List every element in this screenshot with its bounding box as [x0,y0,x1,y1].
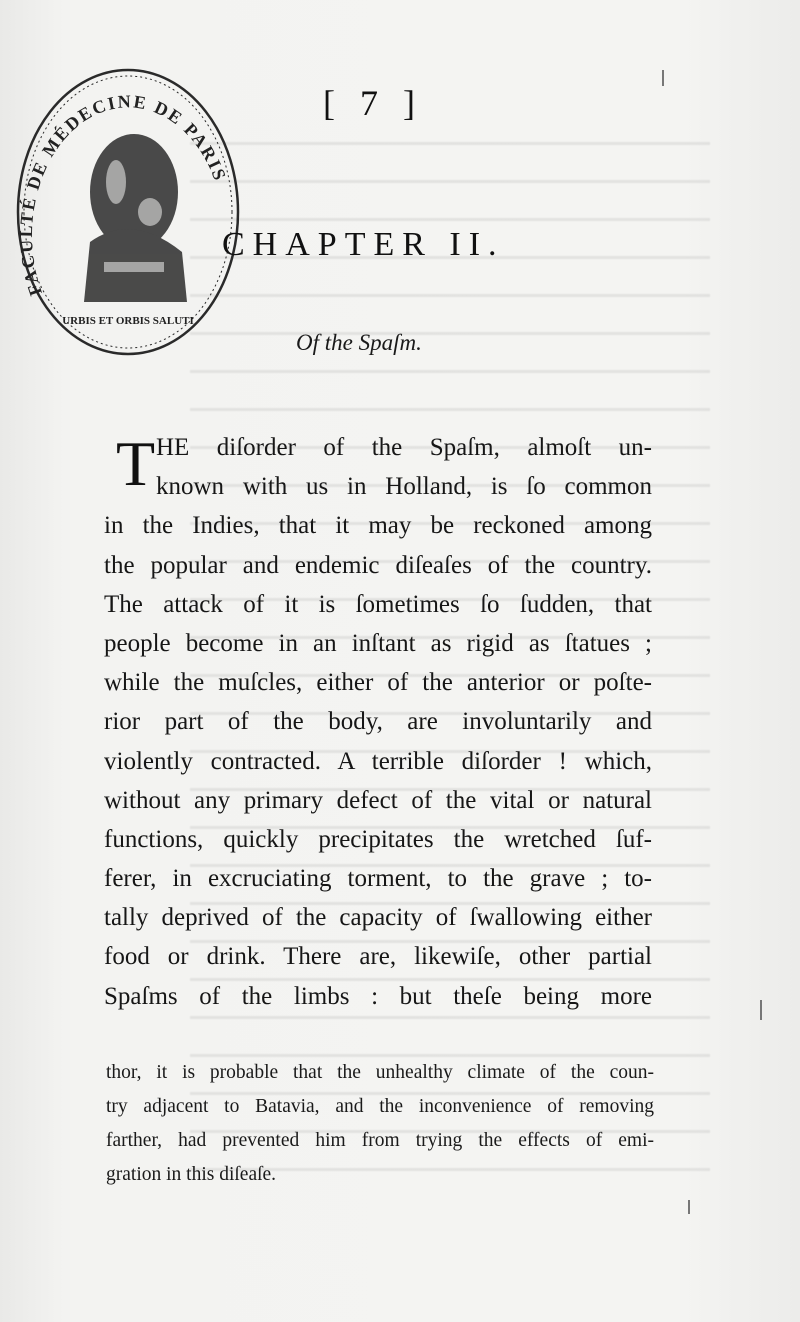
chapter-title: CHAPTER II. [222,226,505,263]
body-line: ferer, in excruciating torment, to the grave ; to- [104,865,652,893]
footnote-line: thor, it is probable that the unhealthy climate of the coun- [106,1062,654,1083]
body-line: rior part of the body, are involuntarily and [104,708,652,736]
page-edge-mark [688,1200,690,1214]
chapter-subtitle: Of the Spaſm. [296,330,422,355]
library-stamp [12,62,244,360]
body-line: known with us in Holland, is ſo common [156,473,652,501]
body-line: Spaſms of the limbs : but theſe being more [104,982,652,1010]
footnote-line: farther, had prevented him from trying the effects of emi- [106,1130,654,1151]
body-line: The attack of it is ſometimes ſo ſudden, that [104,590,652,618]
body-line: functions, quickly precipitates the wretched ſuf- [104,825,652,853]
body-line: people become in an inſtant as rigid as ſtatues ; [104,629,652,657]
body-line: food or drink. There are, likewiſe, other partial [104,943,652,971]
footnote [106,1056,654,1192]
stamp-seal-icon [12,62,244,360]
drop-cap: T [116,428,156,499]
page-edge-mark [760,1000,762,1020]
body-line: without any primary defect of the vital or natural [104,786,652,814]
footnote-line: try adjacent to Batavia, and the inconvenience of removing [106,1096,654,1117]
page-number: [ 7 ] [323,83,423,123]
body-line: in the Indies, that it may be reckoned among [104,512,652,540]
body-line: while the muſcles, either of the anterior or poſte- [104,669,652,697]
page-edge-mark [662,70,664,86]
footnote-line: gration in this diſeaſe. [106,1164,277,1185]
body-line: HE diſorder of the Spaſm, almoſt un- [156,434,652,461]
stamp-motto: URBIS ET ORBIS SALUTI [62,315,194,327]
body-line: the popular and endemic diſeaſes of the country. [104,551,652,579]
body-line: tally deprived of the capacity of ſwallowing either [104,904,652,932]
body-line: violently contracted. A terrible diſorder ! which, [104,747,652,775]
body-text [104,428,652,1016]
stamp-text: FACULTÉ DE MÉDECINE DE PARIS [15,91,231,299]
